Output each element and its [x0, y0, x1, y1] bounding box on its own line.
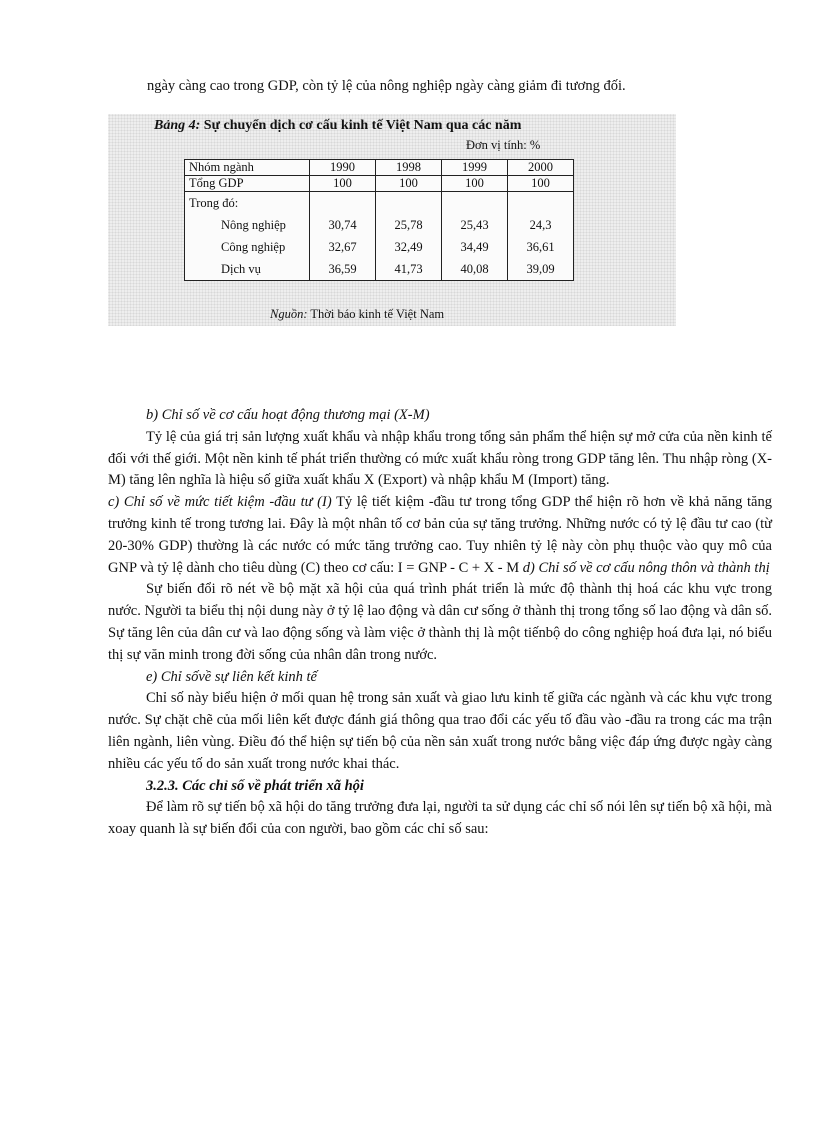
section-e-heading: e) Chỉ sốvề sự liên kết kinh tế [146, 668, 317, 685]
table-header-row [185, 160, 574, 176]
section-d-paragraph: Sự biến đổi rõ nét về bộ mặt xã hội của quá trình phát triển là mức độ thành thị hoá các khu vực trong nước. Người ta biểu thị nội dung này ở tỷ lệ lao động và dân cư sống ở thành thị trong tổng số lao động và dân số. Sự tăng lên của dân cư và lao động sống và làm việc ở thành thị là một tiếnbộ do công nghiệp hoá đưa lại, nó biểu thị sự văn minh trong đời sống của nhân dân trong nước. [108, 581, 772, 663]
cell-value: 39,09 [526, 262, 555, 276]
cell-value: 34,49 [460, 240, 489, 254]
cell-value: 25,78 [394, 218, 423, 232]
header-cell: 1990 [310, 160, 376, 176]
section-b-heading: b) Chỉ số về cơ cấu hoạt động thương mại (X-M) [146, 407, 430, 423]
section-c-text: Tỷ lệ tiết kiệm -đầu tư trong tổng GDP thể hiện rõ hơn về khả năng tăng trưởng kinh tế trong tương lai. Đây là một nhân tố cơ bản của sự tăng trưởng. Những nước có tỷ lệ đầu tư cao (từ 20-30% GDP) thường là các nước có mức tăng trưởng cao. Tuy nhiên tỷ lệ này còn phụ thuộc vào quy mô của GNP và tỷ lệ dành cho tiêu dùng (C) theo cơ cấu: I = GNP - C + X - M [108, 494, 772, 576]
header-cell: Nhóm ngành [185, 160, 310, 176]
table-title-prefix: Bảng 4: [154, 118, 201, 133]
section-e-paragraph: Chỉ số này biểu hiện ở mối quan hệ trong sản xuất và giao lưu kinh tế giữa các ngành và các khu vực trong nước. Sự chặt chẽ của mối liên kết được đánh giá thông qua trao đổi các yếu tố đầu vào -đầu ra trong các ma trận liên ngành, liên vùng. Điều đó thể hiện sự tiến bộ của nền sản xuất trong nước bằng việc đáp ứng được ngày càng nhiều các yếu tố do sản xuất trong nước khai thác. [108, 690, 772, 772]
cell-value: 41,73 [394, 262, 423, 276]
table-unit: Đơn vị tính: % [466, 138, 541, 152]
table-cell: 100 [442, 176, 508, 192]
group-label: Trong đó: [189, 196, 239, 210]
table-cell [508, 192, 574, 281]
section-c-paragraph [108, 492, 772, 579]
section-d-heading: d) Chỉ số về cơ cấu nông thôn và thành thị [522, 559, 770, 576]
cell-value: 40,08 [460, 262, 489, 276]
cell-value: 30,74 [328, 218, 357, 232]
header-cell: 2000 [508, 160, 574, 176]
table-title [154, 118, 521, 134]
table-cell: 100 [508, 176, 574, 192]
section-323-heading: 3.2.3. Các chỉ số về phát triển xã hội [146, 777, 364, 794]
top-line: ngày càng cao trong GDP, còn tỷ lệ của nông nghiệp ngày càng giảm đi tương đối. [147, 78, 626, 94]
table-row [185, 192, 574, 281]
cell-value: 32,49 [394, 240, 423, 254]
table-cell [185, 192, 310, 281]
cell-value: 32,67 [328, 240, 357, 254]
table-cell: 100 [310, 176, 376, 192]
row-label: Dịch vụ [221, 262, 261, 276]
header-cell: 1999 [442, 160, 508, 176]
table-title-text: Sự chuyển dịch cơ cấu kinh tế Việt Nam qua các năm [200, 118, 522, 133]
table-source-prefix: Nguồn: [270, 307, 308, 321]
row-label: Nông nghiệp [221, 218, 286, 232]
table-source [270, 307, 444, 322]
section-323-paragraph: Để làm rõ sự tiến bộ xã hội do tăng trưởng đưa lại, người ta sử dụng các chỉ số nói lên sự tiến bộ xã hội, mà xoay quanh là sự biến đổi của con người, bao gồm các chỉ số sau: [108, 799, 772, 838]
table-row [185, 176, 574, 192]
header-cell: 1998 [376, 160, 442, 176]
table-source-text: Thời báo kinh tế Việt Nam [307, 307, 445, 321]
cell-value: 25,43 [460, 218, 489, 232]
table-cell: 100 [376, 176, 442, 192]
table-cell: Tổng GDP [185, 176, 310, 192]
table-cell [442, 192, 508, 281]
cell-value: 24,3 [529, 218, 552, 232]
table-cell [310, 192, 376, 281]
cell-value: 36,59 [328, 262, 357, 276]
row-label: Công nghiệp [221, 240, 286, 254]
section-c-heading: c) Chỉ số về mức tiết kiệm -đầu tư (I) [108, 494, 332, 511]
table-figure [108, 114, 676, 326]
section-b-paragraph: Tỷ lệ của giá trị sản lượng xuất khẩu và nhập khẩu trong tổng sản phẩm thể hiện sự mở cửa của nền kinh tế đối với thế giới. Một nền kinh tế phát triển thường có mức xuất khẩu ròng trong GDP tăng lên. Thu nhập ròng (X-M) tăng lên nghĩa là hiệu số giữa xuất khẩu X (Export) và nhập khẩu M (Import) tăng. [108, 428, 772, 489]
cell-value: 36,61 [526, 240, 555, 254]
data-table [184, 159, 574, 281]
body-text [108, 405, 772, 841]
table-cell [376, 192, 442, 281]
